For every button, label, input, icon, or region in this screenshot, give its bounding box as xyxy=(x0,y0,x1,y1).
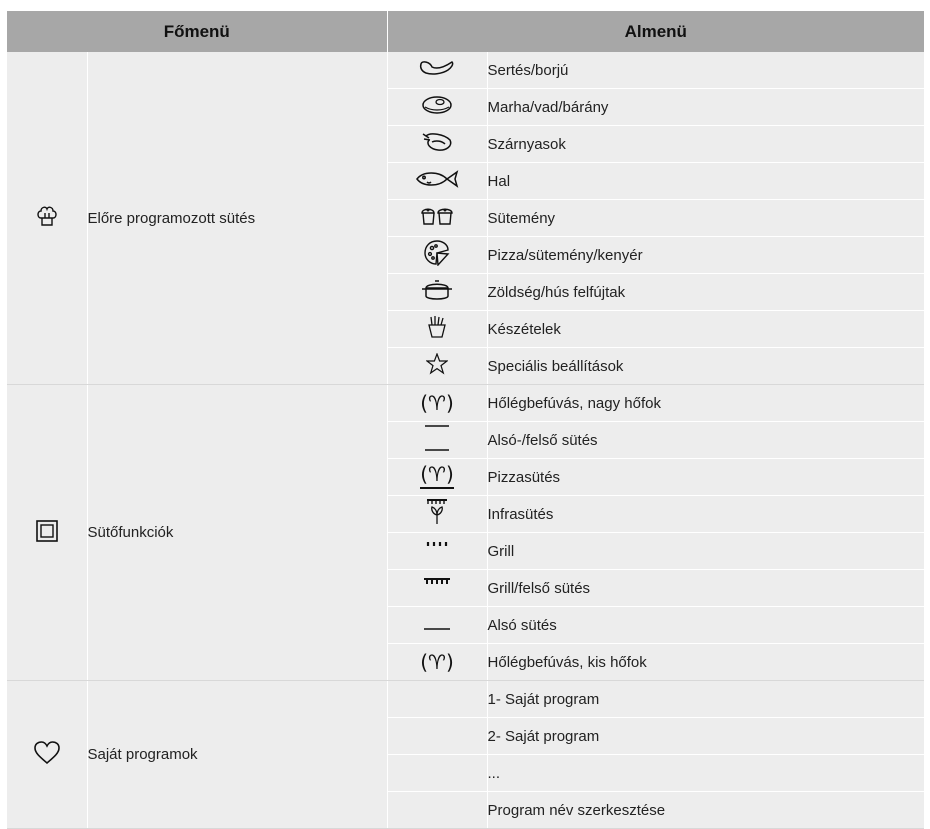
heart-icon xyxy=(34,741,60,769)
sub-menu-label: 1- Saját program xyxy=(487,681,924,718)
sub-icon-cell xyxy=(387,607,487,644)
sub-menu-label: Hőlégbefúvás, nagy hőfok xyxy=(487,385,924,422)
star-icon xyxy=(426,353,448,379)
sub-icon-cell xyxy=(387,533,487,570)
sub-menu-label: Pizzasütés xyxy=(487,459,924,496)
sub-menu-label: 2- Saját program xyxy=(487,718,924,755)
grill-top-heat-icon xyxy=(423,574,451,591)
sub-icon-cell xyxy=(387,274,487,311)
sub-menu-header: Almenü xyxy=(387,11,924,52)
sub-icon-cell xyxy=(387,570,487,607)
cakes-icon xyxy=(419,205,455,231)
sub-menu-label: Pizza/sütemény/kenyér xyxy=(487,237,924,274)
table-row xyxy=(7,385,924,422)
fan-hot-air-icon: (♈) xyxy=(420,391,454,415)
fish-icon xyxy=(415,169,459,193)
main-menu-icon-cell xyxy=(7,52,87,385)
main-menu-label: Előre programozott sütés xyxy=(87,52,387,385)
sub-icon-cell xyxy=(387,200,487,237)
pizza-setting-icon xyxy=(420,462,454,492)
sub-icon-cell xyxy=(387,126,487,163)
chef-hat-icon xyxy=(35,204,59,232)
pizza-setting-fan-symbol: (♈) xyxy=(420,462,454,486)
sub-icon-cell xyxy=(387,755,487,792)
casserole-icon xyxy=(420,278,454,306)
table-row xyxy=(7,681,924,718)
bottom-heat-icon xyxy=(423,619,451,636)
main-menu-icon-cell xyxy=(7,385,87,681)
sub-icon-cell xyxy=(387,348,487,385)
main-menu-label: Sütőfunkciók xyxy=(87,385,387,681)
sub-menu-label: Zöldség/hús felfújtak xyxy=(487,274,924,311)
fan-hot-air-low-icon: (♈) xyxy=(420,650,454,674)
table-row xyxy=(7,52,924,89)
sub-icon-cell xyxy=(387,163,487,200)
sub-icon-cell xyxy=(387,52,487,89)
sub-menu-label: Hal xyxy=(487,163,924,200)
main-menu-label: Saját programok xyxy=(87,681,387,829)
sub-icon-cell xyxy=(387,237,487,274)
sub-menu-label: Hőlégbefúvás, kis hőfok xyxy=(487,644,924,681)
sub-icon-cell xyxy=(387,496,487,533)
sub-menu-label: Program név szerkesztése xyxy=(487,792,924,829)
sub-menu-label: Grill/felső sütés xyxy=(487,570,924,607)
sub-icon-cell xyxy=(387,89,487,126)
main-menu-header: Főmenü xyxy=(7,11,387,52)
sub-menu-label: Alsó-/felső sütés xyxy=(487,422,924,459)
pizza-setting-bottom-bar xyxy=(420,487,454,489)
poultry-icon xyxy=(420,130,454,158)
sub-icon-cell xyxy=(387,681,487,718)
sub-icon-cell xyxy=(387,644,487,681)
pizza-icon xyxy=(424,240,450,270)
infra-icon xyxy=(423,498,451,530)
sub-icon-cell xyxy=(387,792,487,829)
sub-menu-label: Speciális beállítások xyxy=(487,348,924,385)
sub-menu-label: Sütemény xyxy=(487,200,924,237)
sub-menu-label: Infrasütés xyxy=(487,496,924,533)
sub-menu-label: Készételek xyxy=(487,311,924,348)
menu-table xyxy=(7,11,924,829)
pork-icon xyxy=(418,58,456,82)
sub-menu-label: Alsó sütés xyxy=(487,607,924,644)
sub-menu-label: Grill xyxy=(487,533,924,570)
sub-icon-cell xyxy=(387,422,487,459)
table-header-row xyxy=(7,11,924,52)
top-bottom-heat-icon xyxy=(423,423,451,457)
oven-icon xyxy=(35,519,59,547)
main-menu-icon-cell xyxy=(7,681,87,829)
sub-menu-label: ... xyxy=(487,755,924,792)
ready-meals-icon xyxy=(427,315,447,343)
sub-menu-label: Sertés/borjú xyxy=(487,52,924,89)
beef-icon xyxy=(420,94,454,120)
sub-icon-cell xyxy=(387,385,487,422)
sub-menu-label: Szárnyasok xyxy=(487,126,924,163)
sub-icon-cell xyxy=(387,718,487,755)
sub-menu-label: Marha/vad/bárány xyxy=(487,89,924,126)
sub-icon-cell xyxy=(387,459,487,496)
sub-icon-cell xyxy=(387,311,487,348)
grill-icon xyxy=(424,537,450,554)
